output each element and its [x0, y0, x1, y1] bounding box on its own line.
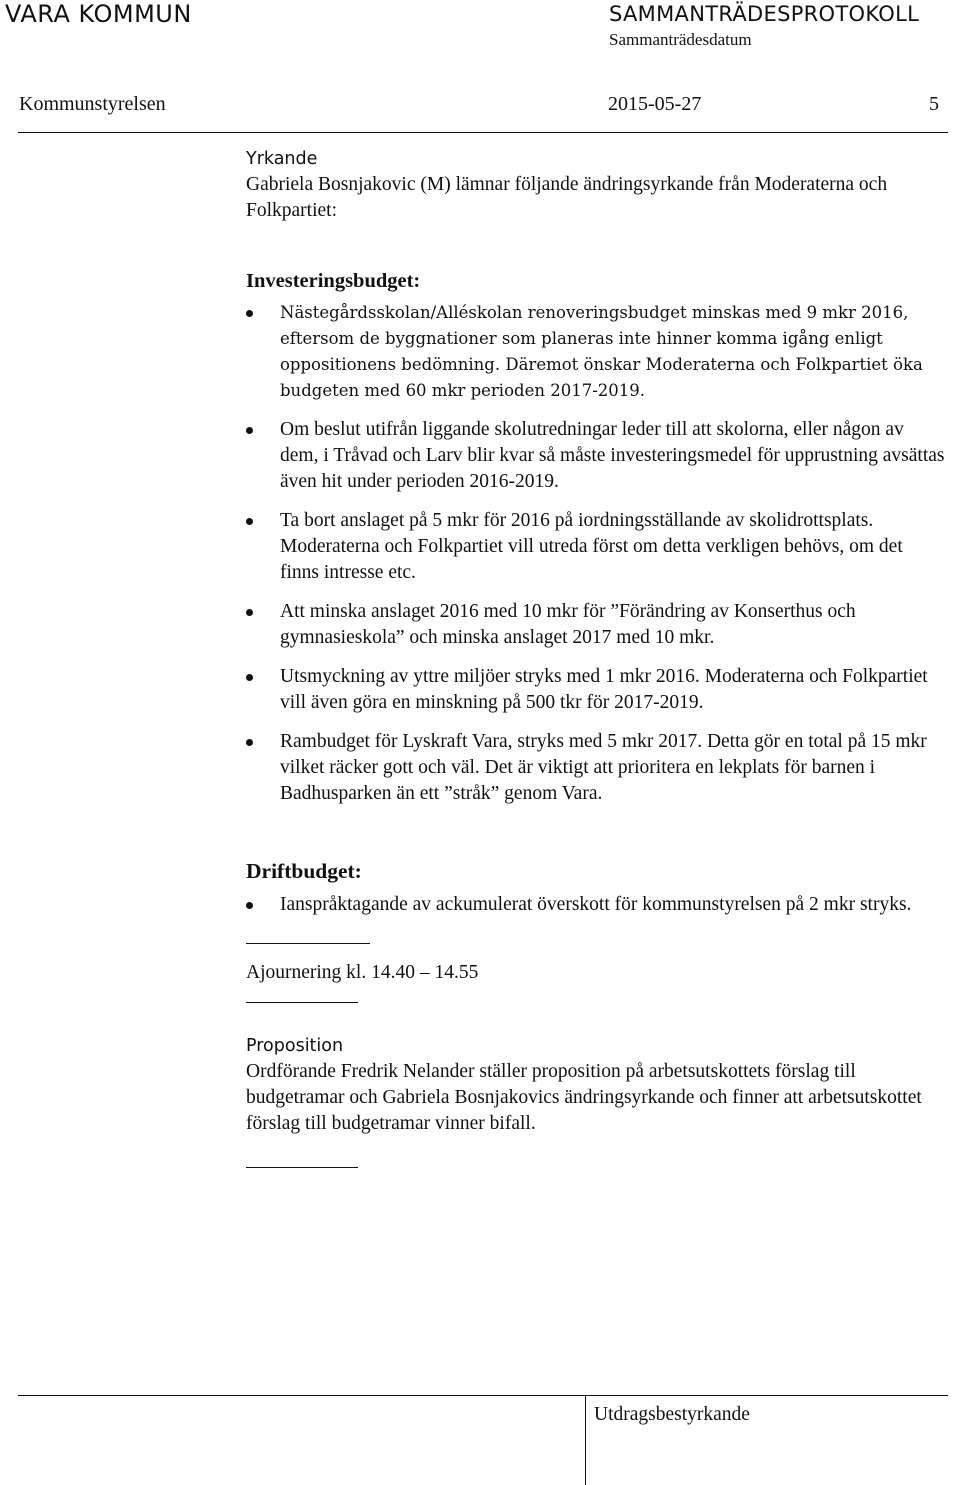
- list-item: Rambudget för Lyskraft Vara, stryks med 5 mkr 2017. Detta gör en total på 15 mkr vilket räcker gott och väl. Det är viktigt att prioritera en lekplats för barnen i Badhusparken än ett ”stråk” genom Vara.: [246, 729, 946, 807]
- list-item: Att minska anslaget 2016 med 10 mkr för ”Förändring av Konserthus och gymnasieskola” och minska anslaget 2017 med 10 mkr.: [246, 599, 946, 651]
- header-divider: [18, 132, 948, 133]
- list-item: Ianspråktagande av ackumulerat överskott för kommunstyrelsen på 2 mkr stryks.: [246, 892, 946, 918]
- investment-list: [246, 300, 946, 807]
- municipality-name: VARA KOMMUN: [5, 0, 192, 28]
- committee-name: Kommunstyrelsen: [19, 93, 166, 115]
- proposition-label: Proposition: [246, 1036, 344, 1056]
- yrkande-text: Gabriela Bosnjakovic (M) lämnar följande ändringsyrkande från Moderaterna och Folkpartiet:: [246, 174, 888, 221]
- list-item: Om beslut utifrån liggande skolutredningar leder till att skolorna, eller någon av dem, i Tråvad och Larv blir kvar så måste investeringsmedel för upprustning avsättas även hit under perioden 2016-2019.: [246, 417, 946, 495]
- footer-column-divider: [585, 1395, 586, 1485]
- page-number: 5: [929, 93, 939, 115]
- list-item: Nästegårdsskolan/Alléskolan renoveringsbudget minskas med 9 mkr 2016, eftersom de byggnationer som planeras inte hinner komma igång enligt oppositionens bedömning. Däremot önskar Moderaterna och Folkpartiet öka budgeten med 60 mkr perioden 2017-2019.: [246, 300, 946, 404]
- document-body: [246, 146, 946, 1168]
- adjournment-note: Ajournering kl. 14.40 – 14.55: [246, 962, 479, 983]
- operating-budget-heading: Driftbudget:: [246, 859, 362, 883]
- list-item: Ta bort anslaget på 5 mkr för 2016 på iordningsställande av skolidrottsplats. Moderaterna och Folkpartiet vill utreda först om detta verkligen behövs, om det finns intresse etc.: [246, 508, 946, 586]
- footer-divider: [18, 1395, 948, 1396]
- investment-budget-heading: Investeringsbudget:: [246, 270, 421, 292]
- meeting-date-label: Sammanträdesdatum: [609, 30, 752, 49]
- document-type: SAMMANTRÄDESPROTOKOLL: [609, 2, 920, 26]
- yrkande-label: Yrkande: [246, 149, 318, 169]
- list-item: Utsmyckning av yttre miljöer stryks med 1 mkr 2016. Moderaterna och Folkpartiet vill även göra en minskning på 500 tkr för 2017-2019.: [246, 664, 946, 716]
- meeting-date: 2015-05-27: [608, 93, 702, 115]
- proposition-text: Ordförande Fredrik Nelander ställer proposition på arbetsutskottets förslag till budgetramar och Gabriela Bosnjakovics ändringsyrkande och finner att arbetsutskottet förslag till budgetramar vinner bifall.: [246, 1061, 922, 1134]
- operating-list: [246, 892, 946, 918]
- separator-line: [246, 1167, 358, 1168]
- certification-label: Utdragsbestyrkande: [594, 1404, 750, 1425]
